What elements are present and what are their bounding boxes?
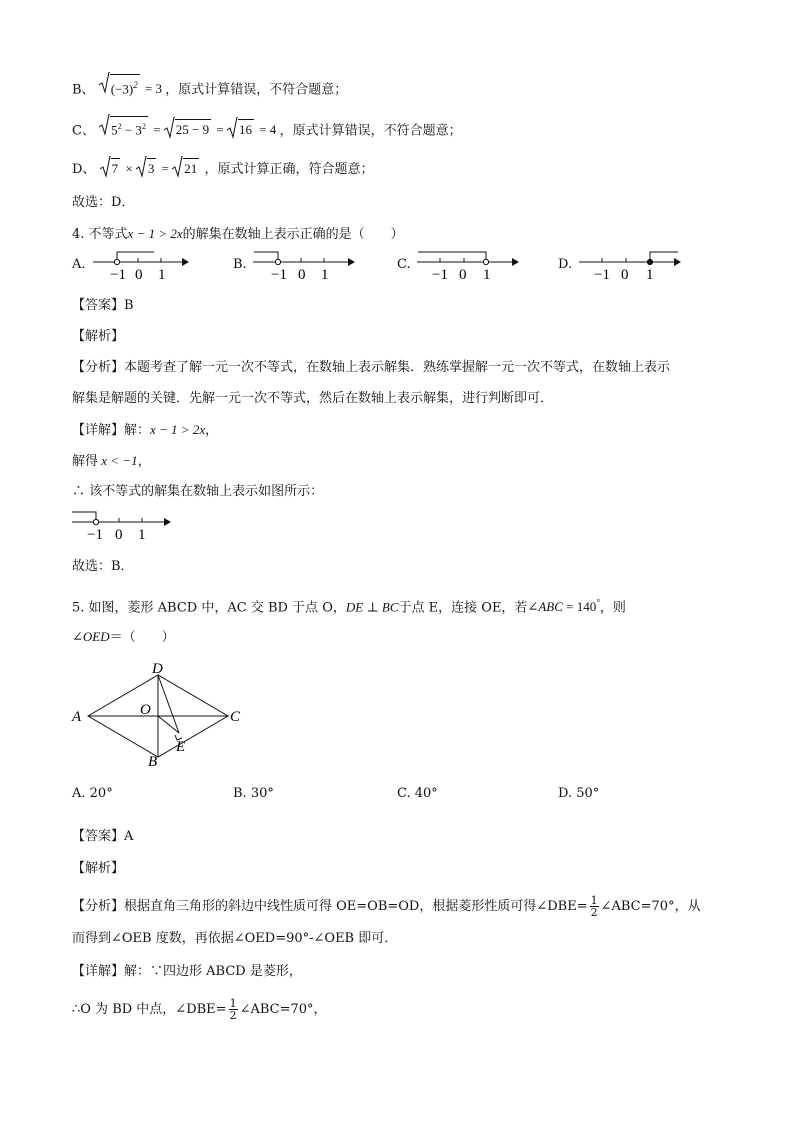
number-line-a <box>88 246 198 284</box>
line-option-b <box>72 74 347 99</box>
expr-c: $5^2 - 3^2$ = 25 − 9 = 16 = 4 <box>99 122 279 137</box>
frac-den: 2 <box>590 906 598 919</box>
expr-b: $(-3)^2 = 3$ <box>99 81 166 96</box>
tick-label-1: 1 <box>138 527 146 543</box>
tick-label-0: 0 <box>298 267 306 283</box>
label-d: D <box>152 661 163 677</box>
text-c: ，原式计算错误，不符合题意； <box>279 123 462 139</box>
label-e: E <box>176 739 186 755</box>
label-a: A <box>72 709 82 725</box>
q5-analysis-line2: 而得到∠OEB 度数，再依据∠OED=90°-∠OEB 即可． <box>72 931 398 946</box>
tick-label-0: 0 <box>459 267 467 283</box>
q5-detail-line1: 【详解】解：∵四边形 ABCD 是菱形， <box>72 964 302 979</box>
tick-label-0: 0 <box>115 527 123 543</box>
q5-perp: DE ⊥ BC <box>345 599 399 615</box>
q5-detail2-a: ∴O 为 BD 中点，∠DBE= <box>72 1002 227 1017</box>
q4-text: 的解集在数轴上表示正确的是（ ） <box>182 227 404 242</box>
q4-detail-comma: ， <box>205 423 219 438</box>
frac-num: 1 <box>590 894 598 907</box>
q5-angle-abc: ∠ABC = 140° <box>527 598 600 615</box>
q4-solved-expr: x < −1 <box>98 453 138 468</box>
q4-analysis-line1: 【分析】本题考查了解一元一次不等式，在数轴上表示解集．熟练掌握解一元一次不等式，在数轴上表示 <box>72 360 671 375</box>
q4-solved-text: 解得 <box>72 454 99 469</box>
question-5-line1 <box>72 594 626 617</box>
q5-text-d: ＝（ ） <box>109 630 175 645</box>
q4-number: 4. 不等式 <box>72 227 128 242</box>
label-b: B、 <box>72 82 95 98</box>
q5-fenxi-b: ∠ABC=70°，从 <box>600 899 701 914</box>
q4-option-d-label: D. <box>558 257 573 272</box>
label-c: C、 <box>72 123 95 139</box>
q5-option-d: D. 50° <box>558 786 600 801</box>
text-b: ，原式计算错误，不符合题意； <box>165 82 348 98</box>
fraction-half <box>590 895 599 918</box>
tick-label-minus1: −1 <box>110 267 126 283</box>
q5-option-a: A. 20° <box>72 786 113 801</box>
tick-label-minus1: −1 <box>271 267 287 283</box>
q4-option-b <box>233 257 247 272</box>
text-d: ，原式计算正确，符合题意； <box>204 162 374 177</box>
q4-analysis-line2: 解集是解题的关键．先解一元一次不等式，然后在数轴上表示解集，进行判断即可． <box>72 391 554 406</box>
tick-label-1: 1 <box>646 267 654 283</box>
q5-text-b: 于点 E，连接 OE，若 <box>398 600 528 616</box>
line-option-d <box>72 158 374 179</box>
tick-label-minus1: −1 <box>87 527 103 543</box>
frac-num: 1 <box>229 997 237 1010</box>
q5-analysis-head: 【解析】 <box>72 861 125 876</box>
q4-option-a <box>72 257 86 272</box>
q5-analysis-line1 <box>72 895 701 918</box>
rhombus-figure <box>66 660 256 772</box>
q4-option-d <box>558 257 572 272</box>
q4-solved <box>72 452 151 471</box>
line-option-c <box>72 116 462 140</box>
q4-detail-head: 【详解】解： <box>72 423 151 438</box>
q5-angle-oed: ∠OED <box>72 629 110 644</box>
q4-inequality: x − 1 > 2x <box>127 226 183 241</box>
q5-text-a: 5. 如图，菱形 ABCD 中，AC 交 BD 于点 O， <box>72 600 346 616</box>
q4-answer: 【答案】B <box>72 298 134 313</box>
q5-detail2-b: ∠ABC=70°， <box>239 1002 327 1017</box>
q5-answer: 【答案】A <box>72 829 134 844</box>
q5-text-c: ，则 <box>599 600 626 616</box>
number-line-c <box>412 246 527 284</box>
tick-label-1: 1 <box>158 267 166 283</box>
number-line-b <box>248 246 363 284</box>
tick-label-minus1: −1 <box>432 267 448 283</box>
tick-label-minus1: −1 <box>594 267 610 283</box>
q4-choose: 故选：B． <box>72 559 134 574</box>
expr-d: 7 × 3 = 21 <box>100 161 205 176</box>
label-b: B <box>148 754 158 770</box>
label-c: C <box>230 709 241 725</box>
tick-label-0: 0 <box>621 267 629 283</box>
q4-solved-comma: ， <box>137 454 151 469</box>
question-4 <box>72 225 404 244</box>
q4-option-a-label: A. <box>72 257 86 272</box>
q5-fenxi-a: 【分析】根据直角三角形的斜边中线性质可得 OE=OB=OD，根据菱形性质可得∠DBE= <box>72 899 588 914</box>
q4-option-c-label: C. <box>397 257 411 272</box>
q5-option-b: B. 30° <box>233 786 274 801</box>
q5-option-c: C. 40° <box>397 786 438 801</box>
label-o: O <box>140 702 151 718</box>
label-d: D、 <box>72 162 96 177</box>
frac-den: 2 <box>229 1009 237 1022</box>
q4-analysis-head: 【解析】 <box>72 329 125 344</box>
tick-label-1: 1 <box>483 267 491 283</box>
q4-detail-expr: x − 1 > 2x <box>150 422 206 437</box>
q4-detail <box>72 421 218 440</box>
q5-detail-line2 <box>72 998 327 1021</box>
q4-therefore: ∴ 该不等式的解集在数轴上表示如图所示： <box>72 484 324 499</box>
number-line-solution <box>70 508 185 546</box>
tick-label-1: 1 <box>321 267 329 283</box>
question-5-line2 <box>72 628 175 647</box>
fraction-half <box>229 998 238 1021</box>
tick-label-0: 0 <box>135 267 143 283</box>
number-line-d <box>574 246 689 284</box>
q4-option-c <box>397 257 411 272</box>
choose-d: 故选：D． <box>72 195 135 210</box>
q4-option-b-label: B. <box>233 257 247 272</box>
